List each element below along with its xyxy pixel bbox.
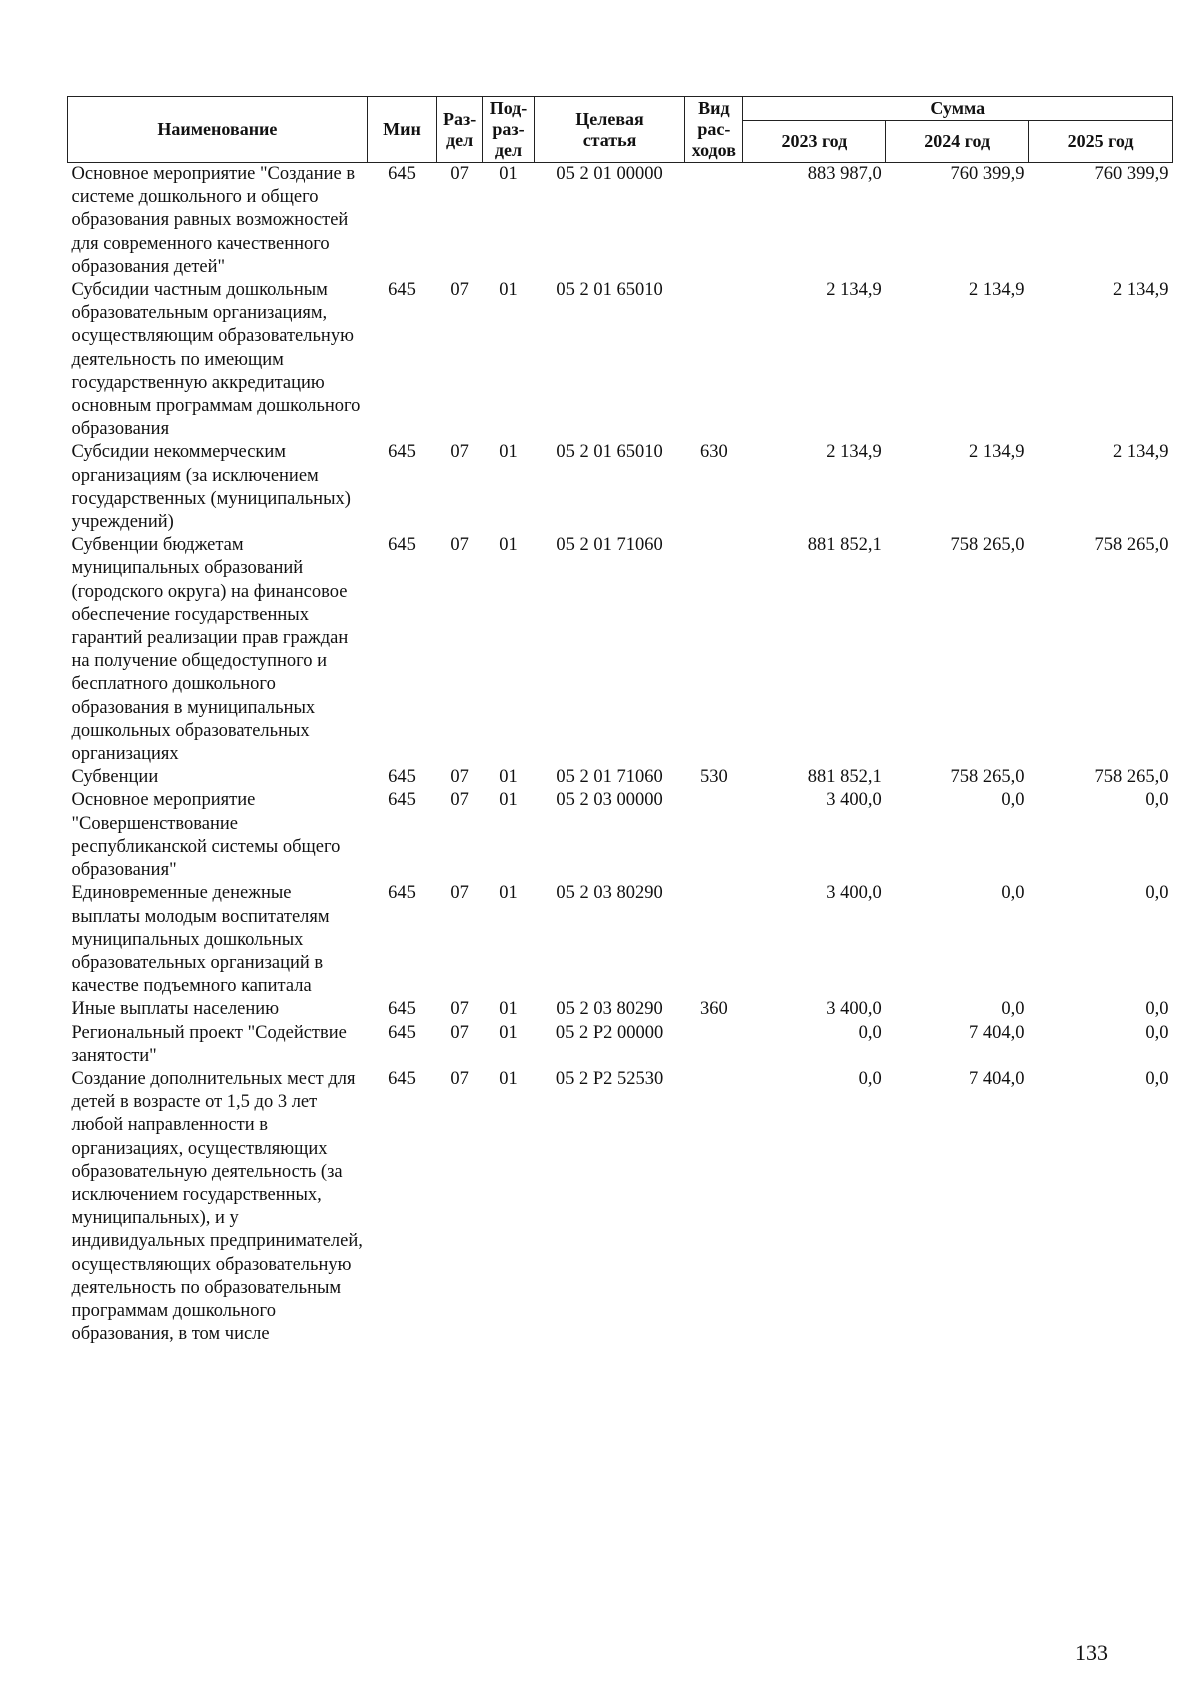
row-sum-2023: 881 852,1	[807, 767, 882, 788]
row-razdel: 07	[450, 535, 469, 556]
row-min: 645	[388, 164, 416, 184]
row-min: 645	[388, 280, 416, 301]
row-sum-2024: 758 265,0	[950, 535, 1025, 556]
row-vid	[685, 534, 743, 766]
row-vid	[685, 279, 743, 441]
table-row	[68, 1022, 1173, 1068]
row-sum-2023: 3 400,0	[826, 790, 882, 811]
row-sum-2025: 0,0	[1145, 1022, 1169, 1043]
table-row	[68, 766, 1173, 789]
row-min: 645	[388, 442, 416, 463]
row-min: 645	[388, 535, 416, 556]
row-razdel: 07	[450, 1068, 469, 1089]
row-sum-2025: 758 265,0	[1094, 535, 1169, 556]
row-name: Субвенции бюджетам муниципальных образований (городского округа) на финансовое обеспечение государственных гарантий реализации прав граждан на получение общедоступного и бесплатного дошкольного образования в муниципальных дошкольных образовательных организациях	[71, 535, 349, 765]
header-sum: Сумма	[743, 97, 1173, 121]
row-name: Субсидии некоммерческим организациям (за исключением государственных (муниципальных) учреждений)	[71, 442, 351, 533]
row-target: 05 2 01 65010	[556, 442, 663, 463]
row-min: 645	[388, 883, 416, 904]
row-target: 05 2 03 00000	[556, 790, 663, 811]
row-target: 05 2 P2 00000	[555, 1022, 664, 1043]
row-podrazdel: 01	[499, 999, 518, 1020]
row-podrazdel: 01	[499, 535, 518, 556]
row-target: 05 2 P2 52530	[555, 1068, 664, 1089]
header-min: Мин	[367, 97, 436, 163]
row-vid: 530	[699, 767, 728, 788]
row-sum-2024: 7 404,0	[969, 1068, 1025, 1089]
row-name: Основное мероприятие "Совершенствование республиканской системы общего образования"	[71, 790, 341, 881]
row-sum-2024: 0,0	[1001, 999, 1025, 1020]
header-name: Наименование	[68, 97, 368, 163]
row-vid	[685, 882, 743, 998]
row-podrazdel: 01	[499, 442, 518, 463]
row-sum-2023: 0,0	[858, 1068, 882, 1089]
row-sum-2025: 0,0	[1145, 883, 1169, 904]
row-sum-2023: 3 400,0	[826, 883, 882, 904]
row-name: Единовременные денежные выплаты молодым воспитателям муниципальных дошкольных образовательных организаций в качестве подъемного капитала	[71, 883, 330, 997]
header-target: Целевая статья	[534, 97, 684, 163]
row-sum-2024: 2 134,9	[969, 280, 1025, 301]
row-name: Региональный проект "Содействие занятости"	[71, 1022, 347, 1066]
row-min: 645	[388, 790, 416, 811]
table-row	[68, 1068, 1173, 1346]
row-podrazdel: 01	[499, 767, 518, 788]
row-target: 05 2 01 71060	[556, 767, 663, 788]
row-podrazdel: 01	[499, 790, 518, 811]
row-sum-2023: 3 400,0	[826, 999, 882, 1020]
row-min: 645	[388, 1068, 416, 1089]
row-target: 05 2 01 65010	[556, 280, 663, 301]
row-min: 645	[388, 999, 416, 1020]
row-razdel: 07	[450, 767, 469, 788]
table-row	[68, 279, 1173, 441]
header-podrazdel: Под- раз- дел	[483, 97, 535, 163]
row-sum-2025: 0,0	[1145, 1068, 1169, 1089]
row-razdel: 07	[450, 164, 469, 184]
row-vid	[685, 789, 743, 882]
row-sum-2024: 2 134,9	[969, 442, 1025, 463]
budget-table	[67, 96, 1173, 1346]
row-sum-2025: 0,0	[1145, 999, 1169, 1020]
row-min: 645	[388, 1022, 416, 1043]
row-sum-2024: 0,0	[1001, 883, 1025, 904]
row-podrazdel: 01	[499, 1068, 518, 1089]
row-sum-2025: 2 134,9	[1113, 442, 1169, 463]
row-sum-2025: 2 134,9	[1113, 280, 1169, 301]
row-razdel: 07	[450, 442, 469, 463]
row-target: 05 2 01 00000	[556, 164, 663, 184]
table-row	[68, 441, 1173, 534]
table-row	[68, 789, 1173, 882]
row-podrazdel: 01	[499, 883, 518, 904]
row-name: Создание дополнительных мест для детей в возрасте от 1,5 до 3 лет любой направленности в организациях, осуществляющих образовательную деятельность (за исключением государственных, муниципальных), и у индивидуальных предпринимателей, осуществляющих образовательную деятельность по образовательным программам дошкольного образования, в том числе	[71, 1068, 363, 1345]
row-name: Субвенции	[71, 767, 159, 788]
row-name: Субсидии частным дошкольным образовательным организациям, осуществляющим образовательную деятельность по имеющим государственную аккредитацию основным программам дошкольного образования	[71, 280, 361, 440]
row-sum-2025: 760 399,9	[1094, 164, 1169, 184]
row-razdel: 07	[450, 999, 469, 1020]
row-sum-2025: 0,0	[1145, 790, 1169, 811]
row-vid: 360	[699, 999, 728, 1020]
page-number: 133	[1075, 1640, 1108, 1665]
table-row	[68, 882, 1173, 998]
table-row	[68, 534, 1173, 766]
row-sum-2023: 2 134,9	[826, 442, 882, 463]
row-vid: 630	[699, 442, 728, 463]
header-year-2024: 2024 год	[886, 121, 1029, 163]
row-name: Иные выплаты населению	[71, 999, 280, 1020]
table-row	[68, 998, 1173, 1021]
row-vid	[685, 1022, 743, 1068]
row-sum-2023: 0,0	[858, 1022, 882, 1043]
row-razdel: 07	[450, 1022, 469, 1043]
row-sum-2024: 758 265,0	[950, 767, 1025, 788]
row-sum-2024: 7 404,0	[969, 1022, 1025, 1043]
row-sum-2023: 881 852,1	[807, 535, 882, 556]
header-razdel: Раз- дел	[437, 97, 483, 163]
row-podrazdel: 01	[499, 280, 518, 301]
row-sum-2023: 2 134,9	[826, 280, 882, 301]
row-podrazdel: 01	[499, 164, 518, 184]
row-vid	[685, 1068, 743, 1346]
header-year-2023: 2023 год	[743, 121, 886, 163]
row-min: 645	[388, 767, 416, 788]
row-razdel: 07	[450, 883, 469, 904]
table-row	[68, 163, 1173, 280]
row-target: 05 2 01 71060	[556, 535, 663, 556]
row-razdel: 07	[450, 280, 469, 301]
row-name: Основное мероприятие "Создание в системе дошкольного и общего образования равных возможностей для современного качественного образования детей"	[71, 164, 356, 277]
header-vid: Вид рас- ходов	[685, 97, 743, 163]
row-sum-2025: 758 265,0	[1094, 767, 1169, 788]
row-vid	[685, 163, 743, 280]
row-sum-2024: 0,0	[1001, 790, 1025, 811]
header-year-2025: 2025 год	[1029, 121, 1173, 163]
row-target: 05 2 03 80290	[556, 999, 663, 1020]
row-podrazdel: 01	[499, 1022, 518, 1043]
row-razdel: 07	[450, 790, 469, 811]
row-sum-2023: 883 987,0	[807, 164, 882, 184]
row-sum-2024: 760 399,9	[950, 164, 1025, 184]
row-target: 05 2 03 80290	[556, 883, 663, 904]
